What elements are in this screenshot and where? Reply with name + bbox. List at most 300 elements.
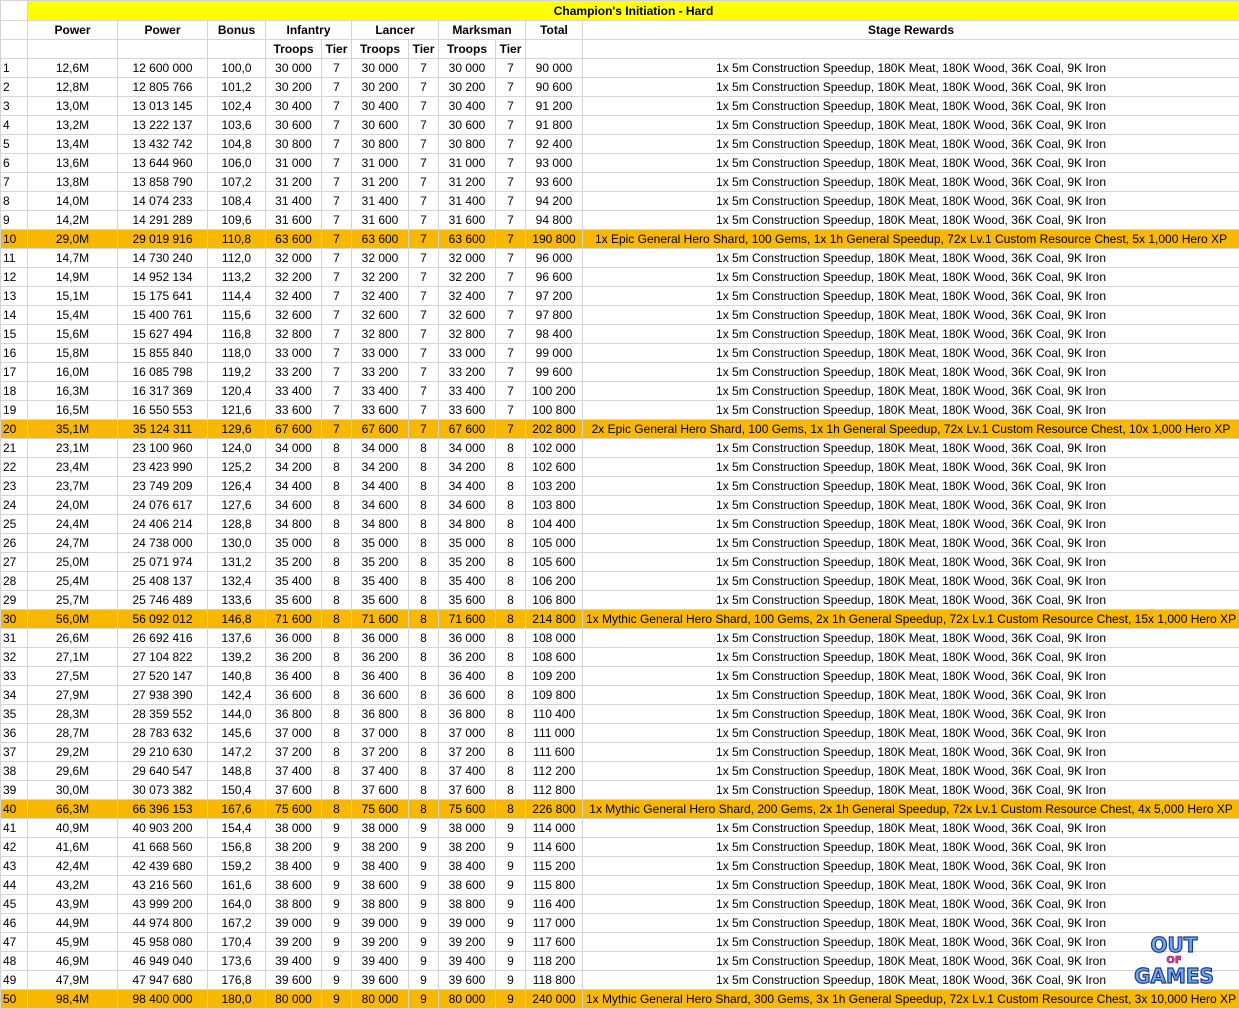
power-full-cell: 28 783 632 xyxy=(118,724,208,743)
bonus-cell: 100,0 xyxy=(208,59,266,78)
infantry-troops-cell: 38 600 xyxy=(266,876,322,895)
lancer-tier-cell: 7 xyxy=(409,287,439,306)
stage-rewards-cell: 1x 5m Construction Speedup, 180K Meat, 180K Wood, 36K Coal, 9K Iron xyxy=(583,952,1239,971)
infantry-troops-cell: 31 200 xyxy=(266,173,322,192)
infantry-troops-cell: 34 200 xyxy=(266,458,322,477)
total-cell: 108 000 xyxy=(526,629,583,648)
stage-rewards-cell: 1x 5m Construction Speedup, 180K Meat, 180K Wood, 36K Coal, 9K Iron xyxy=(583,154,1239,173)
power-full-cell: 14 952 134 xyxy=(118,268,208,287)
infantry-troops-cell: 31 000 xyxy=(266,154,322,173)
lancer-tier-cell: 8 xyxy=(409,496,439,515)
marksman-troops-cell: 39 200 xyxy=(439,933,496,952)
power-short-cell: 16,5M xyxy=(28,401,118,420)
power-short-cell: 12,6M xyxy=(28,59,118,78)
power-short-cell: 28,7M xyxy=(28,724,118,743)
marksman-tier-cell: 7 xyxy=(496,192,526,211)
header-blank xyxy=(583,40,1239,59)
power-short-cell: 27,9M xyxy=(28,686,118,705)
marksman-troops-cell: 39 600 xyxy=(439,971,496,990)
bonus-cell: 108,4 xyxy=(208,192,266,211)
corner-cell xyxy=(1,1,28,21)
stage-number-cell: 3 xyxy=(1,97,28,116)
infantry-troops-cell: 32 200 xyxy=(266,268,322,287)
infantry-tier-cell: 8 xyxy=(322,572,352,591)
power-full-cell: 27 520 147 xyxy=(118,667,208,686)
infantry-troops-cell: 34 400 xyxy=(266,477,322,496)
marksman-tier-cell: 8 xyxy=(496,515,526,534)
stage-number-cell: 15 xyxy=(1,325,28,344)
total-cell: 117 000 xyxy=(526,914,583,933)
stage-number-cell: 9 xyxy=(1,211,28,230)
marksman-tier-cell: 7 xyxy=(496,116,526,135)
header-blank xyxy=(1,21,28,40)
infantry-troops-cell: 35 400 xyxy=(266,572,322,591)
bonus-cell: 146,8 xyxy=(208,610,266,629)
power-short-cell: 14,7M xyxy=(28,249,118,268)
lancer-tier-cell: 8 xyxy=(409,724,439,743)
bonus-cell: 161,6 xyxy=(208,876,266,895)
lancer-tier-cell: 9 xyxy=(409,857,439,876)
lancer-tier-cell: 7 xyxy=(409,173,439,192)
bonus-cell: 118,0 xyxy=(208,344,266,363)
bonus-cell: 112,0 xyxy=(208,249,266,268)
power-full-cell: 14 074 233 xyxy=(118,192,208,211)
power-full-cell: 14 291 289 xyxy=(118,211,208,230)
marksman-tier-cell: 7 xyxy=(496,306,526,325)
stage-number-cell: 23 xyxy=(1,477,28,496)
lancer-troops-cell: 33 600 xyxy=(352,401,409,420)
power-full-cell: 41 668 560 xyxy=(118,838,208,857)
power-short-cell: 40,9M xyxy=(28,819,118,838)
power-short-cell: 66,3M xyxy=(28,800,118,819)
power-full-cell: 23 423 990 xyxy=(118,458,208,477)
marksman-tier-cell: 9 xyxy=(496,952,526,971)
lancer-troops-cell: 80 000 xyxy=(352,990,409,1009)
marksman-tier-cell: 8 xyxy=(496,477,526,496)
marksman-troops-cell: 37 000 xyxy=(439,724,496,743)
power-full-cell: 43 216 560 xyxy=(118,876,208,895)
bonus-cell: 156,8 xyxy=(208,838,266,857)
table-row xyxy=(1,135,1239,154)
total-cell: 94 200 xyxy=(526,192,583,211)
infantry-troops-cell: 38 800 xyxy=(266,895,322,914)
power-full-cell: 25 071 974 xyxy=(118,553,208,572)
infantry-tier-cell: 7 xyxy=(322,116,352,135)
total-cell: 240 000 xyxy=(526,990,583,1009)
total-cell: 109 800 xyxy=(526,686,583,705)
power-short-cell: 30,0M xyxy=(28,781,118,800)
lancer-tier-cell: 7 xyxy=(409,344,439,363)
table-row xyxy=(1,439,1239,458)
stage-number-cell: 21 xyxy=(1,439,28,458)
stage-number-cell: 50 xyxy=(1,990,28,1009)
marksman-troops-cell: 36 200 xyxy=(439,648,496,667)
infantry-tier-cell: 8 xyxy=(322,458,352,477)
power-full-cell: 23 100 960 xyxy=(118,439,208,458)
stage-number-cell: 36 xyxy=(1,724,28,743)
bonus-cell: 109,6 xyxy=(208,211,266,230)
lancer-tier-cell: 9 xyxy=(409,819,439,838)
power-full-cell: 56 092 012 xyxy=(118,610,208,629)
stage-rewards-cell: 1x 5m Construction Speedup, 180K Meat, 180K Wood, 36K Coal, 9K Iron xyxy=(583,553,1239,572)
marksman-troops-cell: 33 000 xyxy=(439,344,496,363)
power-short-cell: 13,0M xyxy=(28,97,118,116)
table-row xyxy=(1,952,1239,971)
header-blank xyxy=(28,40,118,59)
lancer-tier-cell: 7 xyxy=(409,230,439,249)
bonus-cell: 148,8 xyxy=(208,762,266,781)
power-full-cell: 13 432 742 xyxy=(118,135,208,154)
stage-rewards-cell: 1x 5m Construction Speedup, 180K Meat, 180K Wood, 36K Coal, 9K Iron xyxy=(583,971,1239,990)
marksman-troops-cell: 30 200 xyxy=(439,78,496,97)
power-short-cell: 26,6M xyxy=(28,629,118,648)
marksman-troops-cell: 36 000 xyxy=(439,629,496,648)
stage-number-cell: 10 xyxy=(1,230,28,249)
lancer-tier-cell: 7 xyxy=(409,325,439,344)
marksman-tier-cell: 8 xyxy=(496,648,526,667)
lancer-tier-cell: 7 xyxy=(409,401,439,420)
stage-number-cell: 31 xyxy=(1,629,28,648)
infantry-troops-cell: 39 400 xyxy=(266,952,322,971)
stage-rewards-cell: 1x 5m Construction Speedup, 180K Meat, 180K Wood, 36K Coal, 9K Iron xyxy=(583,268,1239,287)
bonus-cell: 120,4 xyxy=(208,382,266,401)
logo-word-games: GAMES xyxy=(1134,964,1214,985)
lancer-troops-cell: 30 400 xyxy=(352,97,409,116)
infantry-tier-cell: 8 xyxy=(322,800,352,819)
power-short-cell: 14,0M xyxy=(28,192,118,211)
total-cell: 116 400 xyxy=(526,895,583,914)
total-cell: 93 000 xyxy=(526,154,583,173)
lancer-troops-cell: 39 600 xyxy=(352,971,409,990)
header-power-full: Power xyxy=(118,21,208,40)
infantry-tier-cell: 8 xyxy=(322,553,352,572)
lancer-troops-cell: 34 200 xyxy=(352,458,409,477)
infantry-tier-cell: 7 xyxy=(322,192,352,211)
power-full-cell: 13 222 137 xyxy=(118,116,208,135)
power-full-cell: 15 855 840 xyxy=(118,344,208,363)
bonus-cell: 147,2 xyxy=(208,743,266,762)
stage-rewards-cell: 1x 5m Construction Speedup, 180K Meat, 180K Wood, 36K Coal, 9K Iron xyxy=(583,667,1239,686)
stage-number-cell: 19 xyxy=(1,401,28,420)
bonus-cell: 137,6 xyxy=(208,629,266,648)
infantry-tier-cell: 8 xyxy=(322,496,352,515)
power-full-cell: 47 947 680 xyxy=(118,971,208,990)
total-cell: 118 200 xyxy=(526,952,583,971)
marksman-tier-cell: 7 xyxy=(496,59,526,78)
marksman-tier-cell: 9 xyxy=(496,971,526,990)
marksman-tier-cell: 7 xyxy=(496,268,526,287)
header-marksman: Marksman xyxy=(439,21,526,40)
power-short-cell: 25,7M xyxy=(28,591,118,610)
total-cell: 109 200 xyxy=(526,667,583,686)
bonus-cell: 131,2 xyxy=(208,553,266,572)
marksman-tier-cell: 8 xyxy=(496,610,526,629)
lancer-troops-cell: 33 200 xyxy=(352,363,409,382)
infantry-tier-cell: 9 xyxy=(322,990,352,1009)
power-full-cell: 27 104 822 xyxy=(118,648,208,667)
bonus-cell: 101,2 xyxy=(208,78,266,97)
marksman-troops-cell: 38 200 xyxy=(439,838,496,857)
bonus-cell: 142,4 xyxy=(208,686,266,705)
bonus-cell: 144,0 xyxy=(208,705,266,724)
lancer-tier-cell: 8 xyxy=(409,553,439,572)
stage-number-cell: 14 xyxy=(1,306,28,325)
bonus-cell: 130,0 xyxy=(208,534,266,553)
lancer-tier-cell: 9 xyxy=(409,990,439,1009)
lancer-tier-cell: 8 xyxy=(409,762,439,781)
lancer-troops-cell: 31 400 xyxy=(352,192,409,211)
infantry-tier-cell: 7 xyxy=(322,420,352,439)
infantry-troops-cell: 33 200 xyxy=(266,363,322,382)
total-cell: 90 000 xyxy=(526,59,583,78)
lancer-tier-cell: 8 xyxy=(409,458,439,477)
marksman-tier-cell: 9 xyxy=(496,895,526,914)
stage-rewards-cell: 1x 5m Construction Speedup, 180K Meat, 180K Wood, 36K Coal, 9K Iron xyxy=(583,933,1239,952)
marksman-tier-cell: 8 xyxy=(496,667,526,686)
power-short-cell: 13,2M xyxy=(28,116,118,135)
bonus-cell: 173,6 xyxy=(208,952,266,971)
header-power-short: Power xyxy=(28,21,118,40)
lancer-troops-cell: 31 000 xyxy=(352,154,409,173)
lancer-tier-cell: 8 xyxy=(409,515,439,534)
infantry-troops-cell: 39 000 xyxy=(266,914,322,933)
total-cell: 115 800 xyxy=(526,876,583,895)
marksman-troops-cell: 38 600 xyxy=(439,876,496,895)
table-row xyxy=(1,990,1239,1009)
infantry-troops-cell: 34 600 xyxy=(266,496,322,515)
infantry-tier-cell: 9 xyxy=(322,857,352,876)
stage-number-cell: 44 xyxy=(1,876,28,895)
power-short-cell: 15,4M xyxy=(28,306,118,325)
power-short-cell: 28,3M xyxy=(28,705,118,724)
marksman-tier-cell: 8 xyxy=(496,705,526,724)
header-lancer-tier: Tier xyxy=(409,40,439,59)
stage-number-cell: 18 xyxy=(1,382,28,401)
sheet-title: Champion's Initiation - Hard xyxy=(28,1,1239,21)
table-row xyxy=(1,230,1239,249)
infantry-tier-cell: 9 xyxy=(322,971,352,990)
header-blank xyxy=(208,40,266,59)
total-cell: 190 800 xyxy=(526,230,583,249)
power-full-cell: 42 439 680 xyxy=(118,857,208,876)
bonus-cell: 116,8 xyxy=(208,325,266,344)
power-full-cell: 15 175 641 xyxy=(118,287,208,306)
stage-number-cell: 43 xyxy=(1,857,28,876)
infantry-troops-cell: 36 800 xyxy=(266,705,322,724)
infantry-tier-cell: 9 xyxy=(322,819,352,838)
marksman-troops-cell: 30 600 xyxy=(439,116,496,135)
marksman-troops-cell: 35 000 xyxy=(439,534,496,553)
lancer-tier-cell: 8 xyxy=(409,534,439,553)
power-short-cell: 14,9M xyxy=(28,268,118,287)
infantry-tier-cell: 7 xyxy=(322,268,352,287)
table-row xyxy=(1,496,1239,515)
lancer-tier-cell: 9 xyxy=(409,933,439,952)
lancer-troops-cell: 36 400 xyxy=(352,667,409,686)
table-row xyxy=(1,249,1239,268)
infantry-tier-cell: 7 xyxy=(322,382,352,401)
infantry-tier-cell: 8 xyxy=(322,781,352,800)
infantry-tier-cell: 7 xyxy=(322,135,352,154)
lancer-troops-cell: 71 600 xyxy=(352,610,409,629)
bonus-cell: 119,2 xyxy=(208,363,266,382)
infantry-troops-cell: 63 600 xyxy=(266,230,322,249)
lancer-tier-cell: 7 xyxy=(409,135,439,154)
marksman-tier-cell: 9 xyxy=(496,838,526,857)
total-cell: 97 200 xyxy=(526,287,583,306)
bonus-cell: 132,4 xyxy=(208,572,266,591)
bonus-cell: 133,6 xyxy=(208,591,266,610)
marksman-tier-cell: 9 xyxy=(496,819,526,838)
infantry-troops-cell: 33 400 xyxy=(266,382,322,401)
header-marksman-troops: Troops xyxy=(439,40,496,59)
stage-rewards-cell: 1x 5m Construction Speedup, 180K Meat, 180K Wood, 36K Coal, 9K Iron xyxy=(583,173,1239,192)
stage-rewards-cell: 1x 5m Construction Speedup, 180K Meat, 180K Wood, 36K Coal, 9K Iron xyxy=(583,648,1239,667)
stage-number-cell: 11 xyxy=(1,249,28,268)
lancer-tier-cell: 7 xyxy=(409,306,439,325)
power-short-cell: 15,6M xyxy=(28,325,118,344)
power-short-cell: 45,9M xyxy=(28,933,118,952)
marksman-troops-cell: 34 600 xyxy=(439,496,496,515)
marksman-tier-cell: 7 xyxy=(496,287,526,306)
table-row xyxy=(1,705,1239,724)
lancer-tier-cell: 7 xyxy=(409,382,439,401)
infantry-troops-cell: 30 800 xyxy=(266,135,322,154)
total-cell: 100 800 xyxy=(526,401,583,420)
lancer-tier-cell: 7 xyxy=(409,420,439,439)
table-row xyxy=(1,211,1239,230)
bonus-cell: 150,4 xyxy=(208,781,266,800)
bonus-cell: 180,0 xyxy=(208,990,266,1009)
power-short-cell: 98,4M xyxy=(28,990,118,1009)
lancer-tier-cell: 8 xyxy=(409,781,439,800)
lancer-tier-cell: 7 xyxy=(409,192,439,211)
stage-number-cell: 39 xyxy=(1,781,28,800)
stage-number-cell: 47 xyxy=(1,933,28,952)
lancer-tier-cell: 7 xyxy=(409,116,439,135)
table-row xyxy=(1,325,1239,344)
stage-number-cell: 30 xyxy=(1,610,28,629)
title-row xyxy=(1,1,1239,21)
power-short-cell: 23,4M xyxy=(28,458,118,477)
power-short-cell: 23,7M xyxy=(28,477,118,496)
marksman-tier-cell: 8 xyxy=(496,781,526,800)
stage-number-cell: 33 xyxy=(1,667,28,686)
marksman-tier-cell: 9 xyxy=(496,914,526,933)
power-full-cell: 24 076 617 xyxy=(118,496,208,515)
power-short-cell: 24,0M xyxy=(28,496,118,515)
table-row xyxy=(1,59,1239,78)
infantry-troops-cell: 36 600 xyxy=(266,686,322,705)
marksman-troops-cell: 30 800 xyxy=(439,135,496,154)
marksman-tier-cell: 7 xyxy=(496,401,526,420)
infantry-troops-cell: 35 200 xyxy=(266,553,322,572)
lancer-tier-cell: 8 xyxy=(409,629,439,648)
lancer-tier-cell: 8 xyxy=(409,743,439,762)
lancer-troops-cell: 36 600 xyxy=(352,686,409,705)
infantry-tier-cell: 8 xyxy=(322,515,352,534)
stage-rewards-cell: 1x 5m Construction Speedup, 180K Meat, 180K Wood, 36K Coal, 9K Iron xyxy=(583,192,1239,211)
table-row xyxy=(1,97,1239,116)
marksman-tier-cell: 8 xyxy=(496,553,526,572)
bonus-cell: 167,2 xyxy=(208,914,266,933)
marksman-troops-cell: 33 400 xyxy=(439,382,496,401)
stage-number-cell: 34 xyxy=(1,686,28,705)
lancer-tier-cell: 7 xyxy=(409,97,439,116)
lancer-troops-cell: 30 000 xyxy=(352,59,409,78)
stage-rewards-cell: 1x 5m Construction Speedup, 180K Meat, 180K Wood, 36K Coal, 9K Iron xyxy=(583,819,1239,838)
lancer-troops-cell: 35 600 xyxy=(352,591,409,610)
marksman-tier-cell: 7 xyxy=(496,97,526,116)
total-cell: 108 600 xyxy=(526,648,583,667)
total-cell: 104 400 xyxy=(526,515,583,534)
bonus-cell: 145,6 xyxy=(208,724,266,743)
table-row xyxy=(1,116,1239,135)
marksman-tier-cell: 7 xyxy=(496,211,526,230)
table-row xyxy=(1,268,1239,287)
power-short-cell: 27,1M xyxy=(28,648,118,667)
total-cell: 99 600 xyxy=(526,363,583,382)
stage-rewards-cell: 1x 5m Construction Speedup, 180K Meat, 180K Wood, 36K Coal, 9K Iron xyxy=(583,306,1239,325)
stage-rewards-cell: 1x 5m Construction Speedup, 180K Meat, 180K Wood, 36K Coal, 9K Iron xyxy=(583,116,1239,135)
infantry-troops-cell: 37 400 xyxy=(266,762,322,781)
infantry-troops-cell: 30 000 xyxy=(266,59,322,78)
infantry-troops-cell: 36 400 xyxy=(266,667,322,686)
marksman-tier-cell: 7 xyxy=(496,325,526,344)
stage-rewards-cell: 1x 5m Construction Speedup, 180K Meat, 180K Wood, 36K Coal, 9K Iron xyxy=(583,686,1239,705)
bonus-cell: 164,0 xyxy=(208,895,266,914)
table-row xyxy=(1,667,1239,686)
infantry-tier-cell: 8 xyxy=(322,724,352,743)
stage-rewards-cell: 1x 5m Construction Speedup, 180K Meat, 180K Wood, 36K Coal, 9K Iron xyxy=(583,363,1239,382)
total-cell: 98 400 xyxy=(526,325,583,344)
lancer-troops-cell: 33 400 xyxy=(352,382,409,401)
bonus-cell: 125,2 xyxy=(208,458,266,477)
lancer-troops-cell: 30 600 xyxy=(352,116,409,135)
power-short-cell: 16,3M xyxy=(28,382,118,401)
infantry-tier-cell: 7 xyxy=(322,306,352,325)
power-full-cell: 26 692 416 xyxy=(118,629,208,648)
power-full-cell: 35 124 311 xyxy=(118,420,208,439)
lancer-tier-cell: 8 xyxy=(409,667,439,686)
marksman-tier-cell: 8 xyxy=(496,743,526,762)
header-blank xyxy=(118,40,208,59)
stage-number-cell: 24 xyxy=(1,496,28,515)
table-row xyxy=(1,477,1239,496)
power-full-cell: 27 938 390 xyxy=(118,686,208,705)
marksman-tier-cell: 8 xyxy=(496,724,526,743)
marksman-troops-cell: 32 600 xyxy=(439,306,496,325)
marksman-troops-cell: 37 200 xyxy=(439,743,496,762)
bonus-cell: 167,6 xyxy=(208,800,266,819)
marksman-troops-cell: 67 600 xyxy=(439,420,496,439)
power-short-cell: 14,2M xyxy=(28,211,118,230)
infantry-troops-cell: 67 600 xyxy=(266,420,322,439)
bonus-cell: 103,6 xyxy=(208,116,266,135)
stage-rewards-cell: 1x 5m Construction Speedup, 180K Meat, 180K Wood, 36K Coal, 9K Iron xyxy=(583,724,1239,743)
marksman-tier-cell: 8 xyxy=(496,534,526,553)
power-short-cell: 29,2M xyxy=(28,743,118,762)
infantry-troops-cell: 34 800 xyxy=(266,515,322,534)
stage-rewards-cell: 1x 5m Construction Speedup, 180K Meat, 180K Wood, 36K Coal, 9K Iron xyxy=(583,344,1239,363)
table-row xyxy=(1,933,1239,952)
power-short-cell: 25,4M xyxy=(28,572,118,591)
table-row xyxy=(1,572,1239,591)
marksman-troops-cell: 30 400 xyxy=(439,97,496,116)
lancer-tier-cell: 8 xyxy=(409,572,439,591)
infantry-troops-cell: 33 000 xyxy=(266,344,322,363)
total-cell: 110 400 xyxy=(526,705,583,724)
